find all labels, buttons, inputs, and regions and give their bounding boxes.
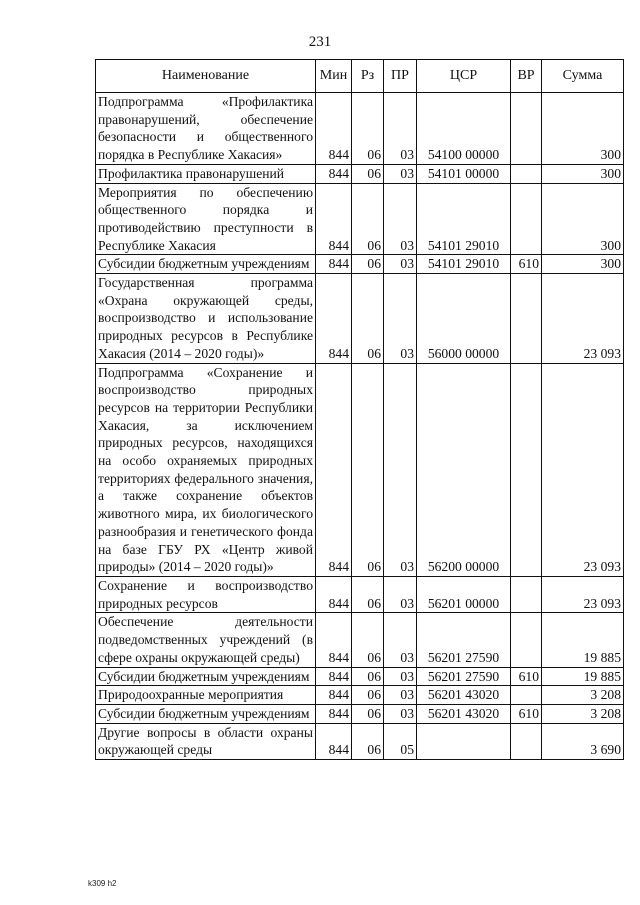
table-row: [96, 686, 624, 705]
header-name: Наименование: [96, 60, 316, 93]
cell-min: 844: [316, 363, 352, 576]
cell-name: Профилактика правонарушений: [96, 164, 316, 183]
cell-csr: 56201 43020: [417, 704, 511, 723]
page-number: 231: [308, 34, 332, 50]
cell-csr: 56201 00000: [417, 576, 511, 612]
cell-sum: 3 208: [542, 704, 624, 723]
cell-name: Обеспечение деятельности подведомственных учреждений (в сфере охраны окружающей среды): [96, 613, 316, 667]
cell-rz: 06: [352, 576, 384, 612]
cell-min: 844: [316, 704, 352, 723]
cell-name: Сохранение и воспроизводство природных ресурсов: [96, 576, 316, 612]
cell-rz: 06: [352, 704, 384, 723]
cell-csr: 56000 00000: [417, 274, 511, 364]
cell-name: Субсидии бюджетным учреждениям: [96, 255, 316, 274]
cell-rz: 06: [352, 667, 384, 686]
cell-vr: [511, 613, 542, 667]
cell-vr: [511, 686, 542, 705]
cell-vr: 610: [511, 667, 542, 686]
table-header-row: [96, 60, 624, 93]
cell-sum: 23 093: [542, 274, 624, 364]
cell-sum: 19 885: [542, 667, 624, 686]
table-row: [96, 363, 624, 576]
cell-name: Государственная программа «Охрана окружающей среды, воспроизводство и использование природных ресурсов в Республике Хакасия (2014 – 2020 годы)»: [96, 274, 316, 364]
cell-min: 844: [316, 667, 352, 686]
cell-min: 844: [316, 183, 352, 255]
cell-rz: 06: [352, 93, 384, 165]
table-row: [96, 183, 624, 255]
header-rz: Рз: [352, 60, 384, 93]
cell-min: 844: [316, 613, 352, 667]
cell-sum: 300: [542, 183, 624, 255]
cell-vr: [511, 363, 542, 576]
cell-csr: 56200 00000: [417, 363, 511, 576]
cell-name: Подпрограмма «Профилактика правонарушений, обеспечение безопасности и общественного порядка в Республике Хакасия»: [96, 93, 316, 165]
cell-name: Природоохранные мероприятия: [96, 686, 316, 705]
table-row: [96, 576, 624, 612]
cell-name: Субсидии бюджетным учреждениям: [96, 667, 316, 686]
cell-rz: 06: [352, 164, 384, 183]
cell-csr: 54101 29010: [417, 183, 511, 255]
cell-csr: [417, 723, 511, 759]
cell-csr: 56201 43020: [417, 686, 511, 705]
cell-vr: 610: [511, 255, 542, 274]
cell-pr: 03: [384, 183, 417, 255]
cell-csr: 56201 27590: [417, 613, 511, 667]
cell-vr: [511, 183, 542, 255]
table-row: [96, 93, 624, 165]
table-body: [96, 93, 624, 760]
cell-pr: 03: [384, 686, 417, 705]
cell-pr: 03: [384, 93, 417, 165]
cell-name: Подпрограмма «Сохранение и воспроизводство природных ресурсов на территории Республики Хакасия, за исключением природных ресурсов, находящихся на особо охраняемых природных территориях федерального значения, а также сохранение объектов животного мира, их биологического разнообразия и генетического фонда на базе ГБУ РХ «Центр живой природы» (2014 – 2020 годы)»: [96, 363, 316, 576]
header-pr: ПР: [384, 60, 417, 93]
cell-vr: [511, 723, 542, 759]
cell-rz: 06: [352, 183, 384, 255]
cell-min: 844: [316, 723, 352, 759]
header-csr: ЦСР: [417, 60, 511, 93]
cell-rz: 06: [352, 723, 384, 759]
cell-sum: 19 885: [542, 613, 624, 667]
cell-sum: 23 093: [542, 576, 624, 612]
cell-sum: 3 690: [542, 723, 624, 759]
cell-vr: [511, 576, 542, 612]
cell-sum: 23 093: [542, 363, 624, 576]
cell-name: Мероприятия по обеспечению общественного порядка и противодействию преступности в Республике Хакасия: [96, 183, 316, 255]
table-row: [96, 164, 624, 183]
table-row: [96, 667, 624, 686]
cell-min: 844: [316, 255, 352, 274]
cell-csr: 56201 27590: [417, 667, 511, 686]
cell-pr: 03: [384, 613, 417, 667]
cell-rz: 06: [352, 255, 384, 274]
cell-vr: [511, 274, 542, 364]
header-min: Мин: [316, 60, 352, 93]
cell-rz: 06: [352, 686, 384, 705]
cell-min: 844: [316, 576, 352, 612]
cell-pr: 03: [384, 704, 417, 723]
cell-pr: 05: [384, 723, 417, 759]
header-sum: Сумма: [542, 60, 624, 93]
cell-pr: 03: [384, 363, 417, 576]
cell-rz: 06: [352, 613, 384, 667]
cell-csr: 54101 29010: [417, 255, 511, 274]
cell-min: 844: [316, 274, 352, 364]
cell-rz: 06: [352, 363, 384, 576]
cell-name: Другие вопросы в области охраны окружающей среды: [96, 723, 316, 759]
cell-sum: 300: [542, 164, 624, 183]
cell-vr: 610: [511, 704, 542, 723]
cell-min: 844: [316, 93, 352, 165]
cell-csr: 54101 00000: [417, 164, 511, 183]
table-row: [96, 613, 624, 667]
table-row: [96, 723, 624, 759]
cell-min: 844: [316, 686, 352, 705]
cell-sum: 300: [542, 93, 624, 165]
cell-name: Субсидии бюджетным учреждениям: [96, 704, 316, 723]
cell-min: 844: [316, 164, 352, 183]
table-row: [96, 704, 624, 723]
cell-sum: 300: [542, 255, 624, 274]
cell-vr: [511, 164, 542, 183]
cell-pr: 03: [384, 274, 417, 364]
budget-table: [95, 59, 624, 760]
cell-pr: 03: [384, 164, 417, 183]
table-row: [96, 274, 624, 364]
footer-code: k309 h2: [88, 879, 117, 888]
header-vr: ВР: [511, 60, 542, 93]
cell-csr: 54100 00000: [417, 93, 511, 165]
cell-vr: [511, 93, 542, 165]
table-row: [96, 255, 624, 274]
cell-pr: 03: [384, 255, 417, 274]
cell-rz: 06: [352, 274, 384, 364]
cell-sum: 3 208: [542, 686, 624, 705]
cell-pr: 03: [384, 576, 417, 612]
cell-pr: 03: [384, 667, 417, 686]
